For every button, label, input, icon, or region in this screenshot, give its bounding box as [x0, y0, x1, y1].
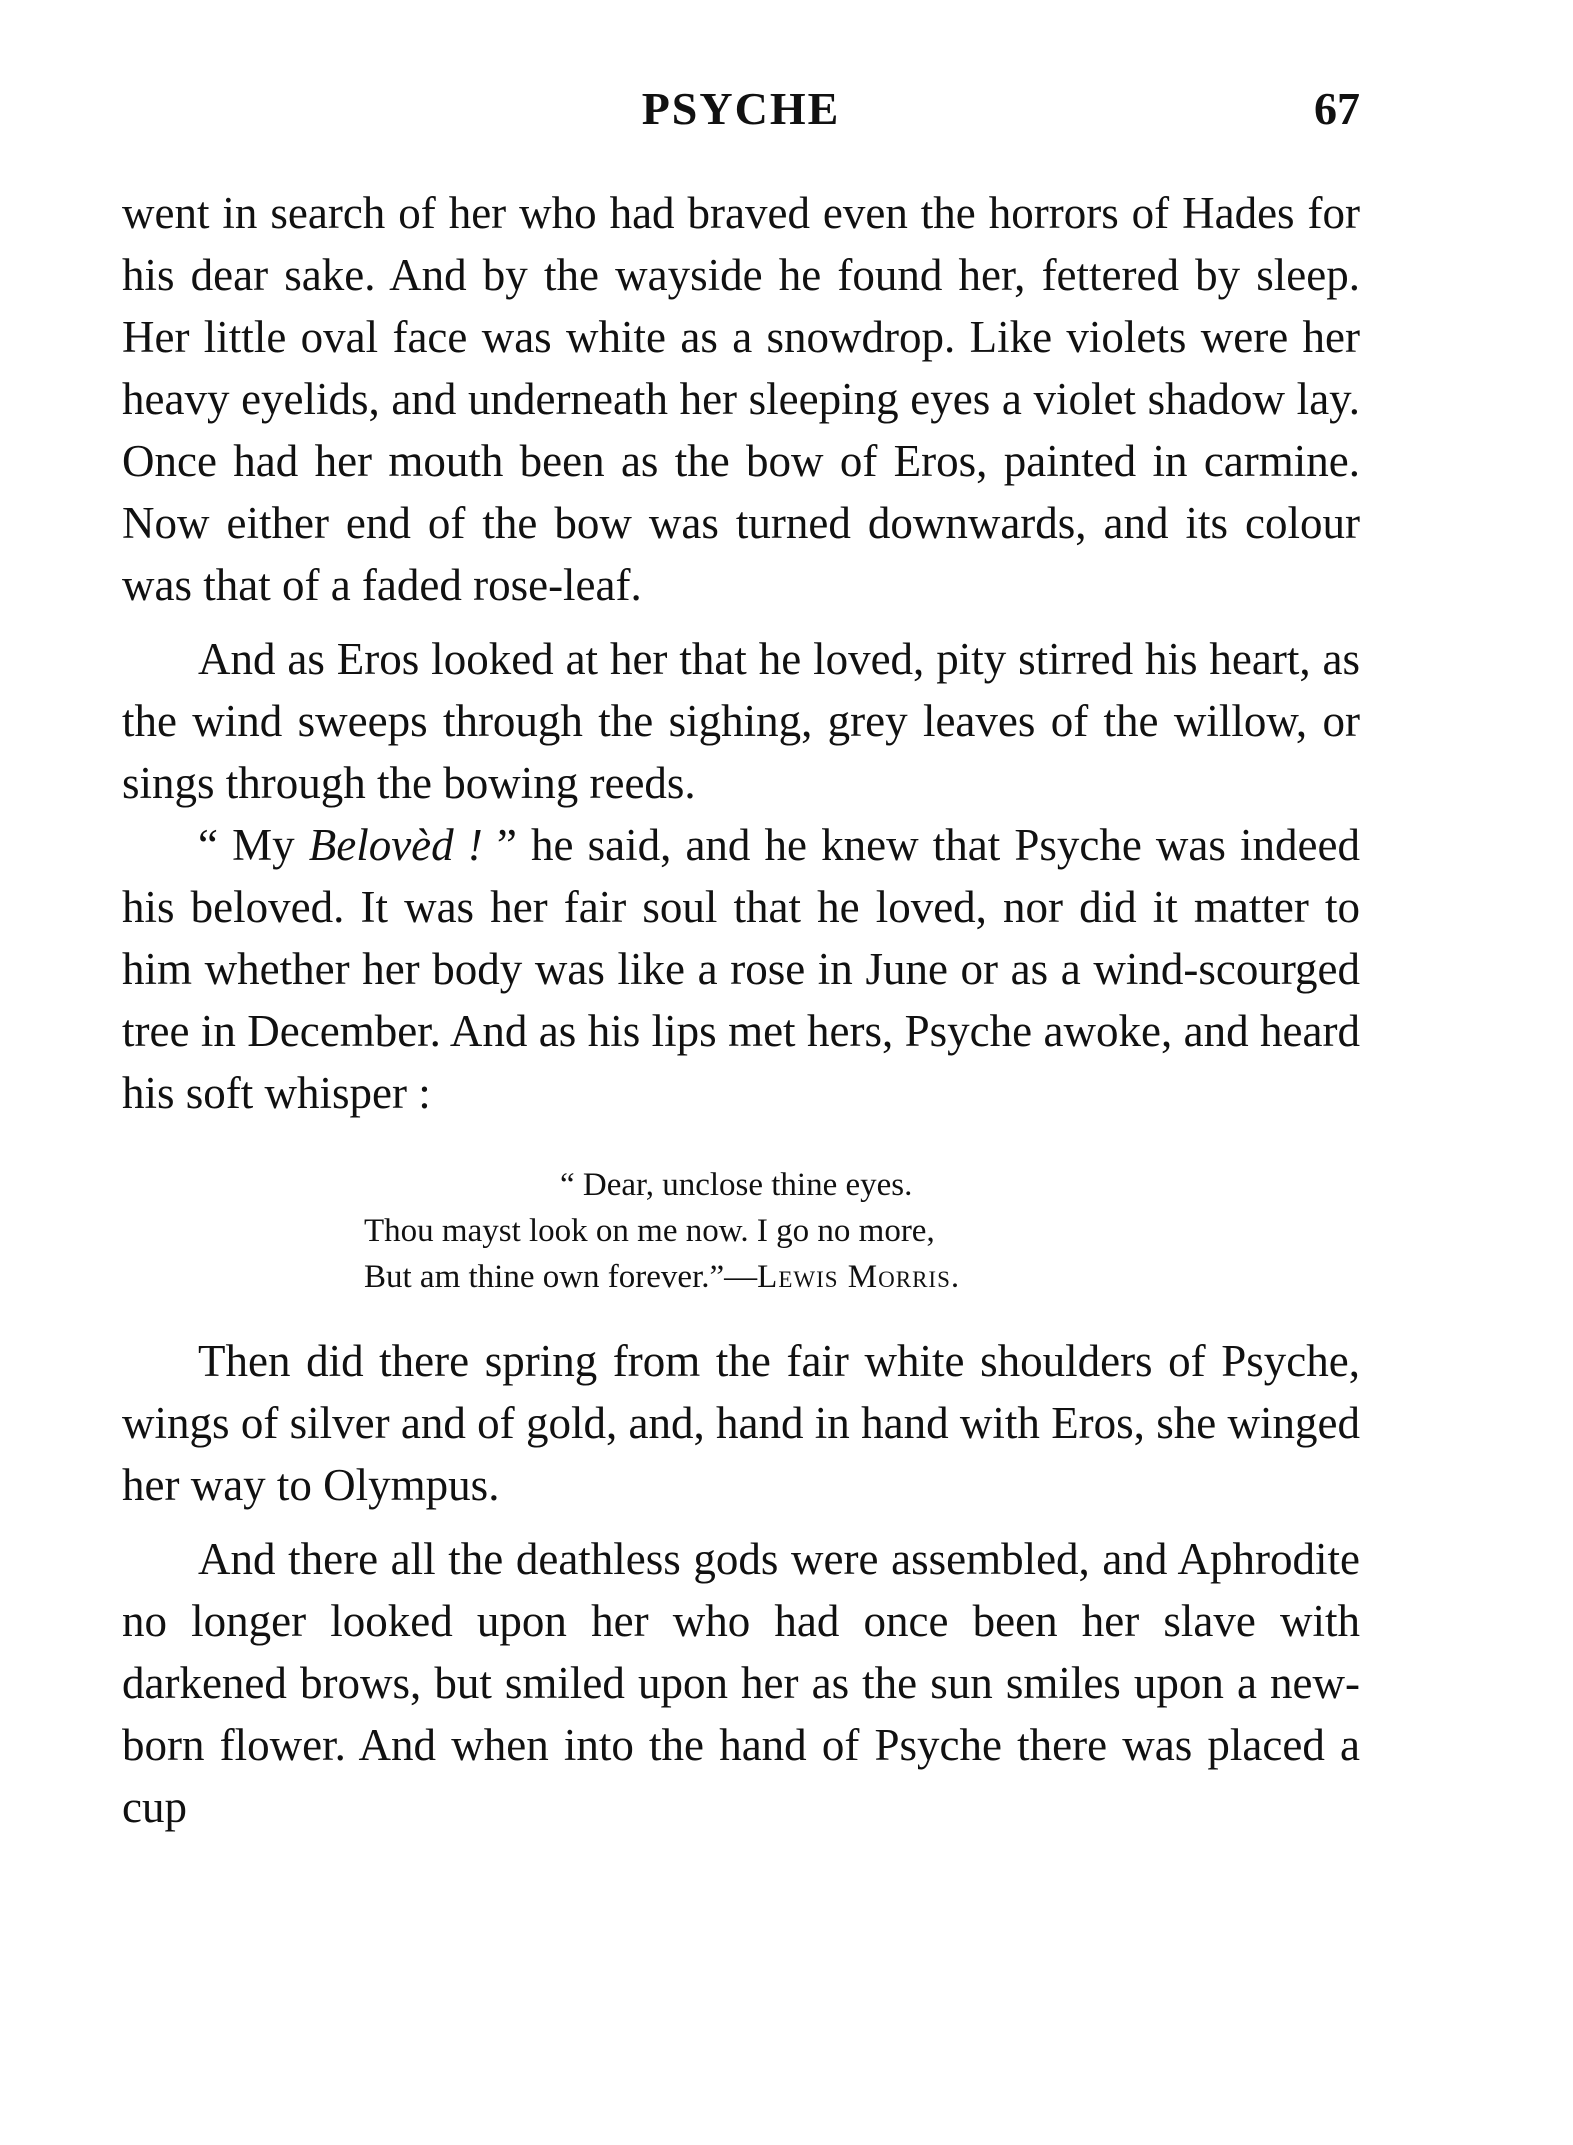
verse-quotation: [122, 1162, 1360, 1300]
verse-attribution: Lewis Morris.: [757, 1259, 961, 1295]
body-text: [122, 182, 1360, 1838]
paragraph-1: went in search of her who had braved even the horrors of Hades for his dear sake. And by the wayside he found her, fettered by sleep. Her little oval face was white as a snowdrop. Like violets were her heavy eyelids, and underneath her sleeping eyes a violet shadow lay. Once had her mouth been as the bow of Eros, painted in carmine. Now either end of the bow was turned downwards, and its colour was that of a faded rose-leaf.: [122, 188, 1360, 610]
paragraph-3: [122, 814, 1360, 1124]
verse-line-1: “ Dear, unclose thine eyes.: [560, 1167, 913, 1203]
paragraph-3-emphasis: Belovèd !: [308, 820, 483, 870]
paragraph-5: And there all the deathless gods were assembled, and Aphrodite no longer looked upon her who had once been her slave with darkened brows, but smiled upon her as the sun smiles upon a new-born flower. And when into the hand of Psyche there was placed a cup: [122, 1534, 1360, 1832]
verse-line-3: [364, 1254, 1360, 1300]
paragraph-2: And as Eros looked at her that he loved, pity stirred his heart, as the wind sweeps through the sighing, grey leaves of the willow, or sings through the bowing reeds.: [122, 634, 1360, 808]
running-head: PSYCHE: [641, 83, 841, 134]
paragraph-4: Then did there spring from the fair white shoulders of Psyche, wings of silver and of gold, and, hand in hand with Eros, she winged her way to Olympus.: [122, 1336, 1360, 1510]
page-header: [122, 82, 1360, 142]
verse-line-3-text: But am thine own forever.”—: [364, 1259, 758, 1295]
paragraph-3-text: ” he said, and he knew that Psyche was indeed his beloved. It was her fair soul that he loved, nor did it matter to him whether her body was like a rose in June or as a wind-scourged tree in December. And as his lips met hers, Psyche awoke, and heard his soft whisper :: [122, 820, 1360, 1118]
paragraph-3-open-quote: “ My: [198, 820, 309, 870]
page-number: 67: [1314, 83, 1360, 134]
verse-line-2: Thou mayst look on me now. I go no more,: [364, 1213, 935, 1249]
